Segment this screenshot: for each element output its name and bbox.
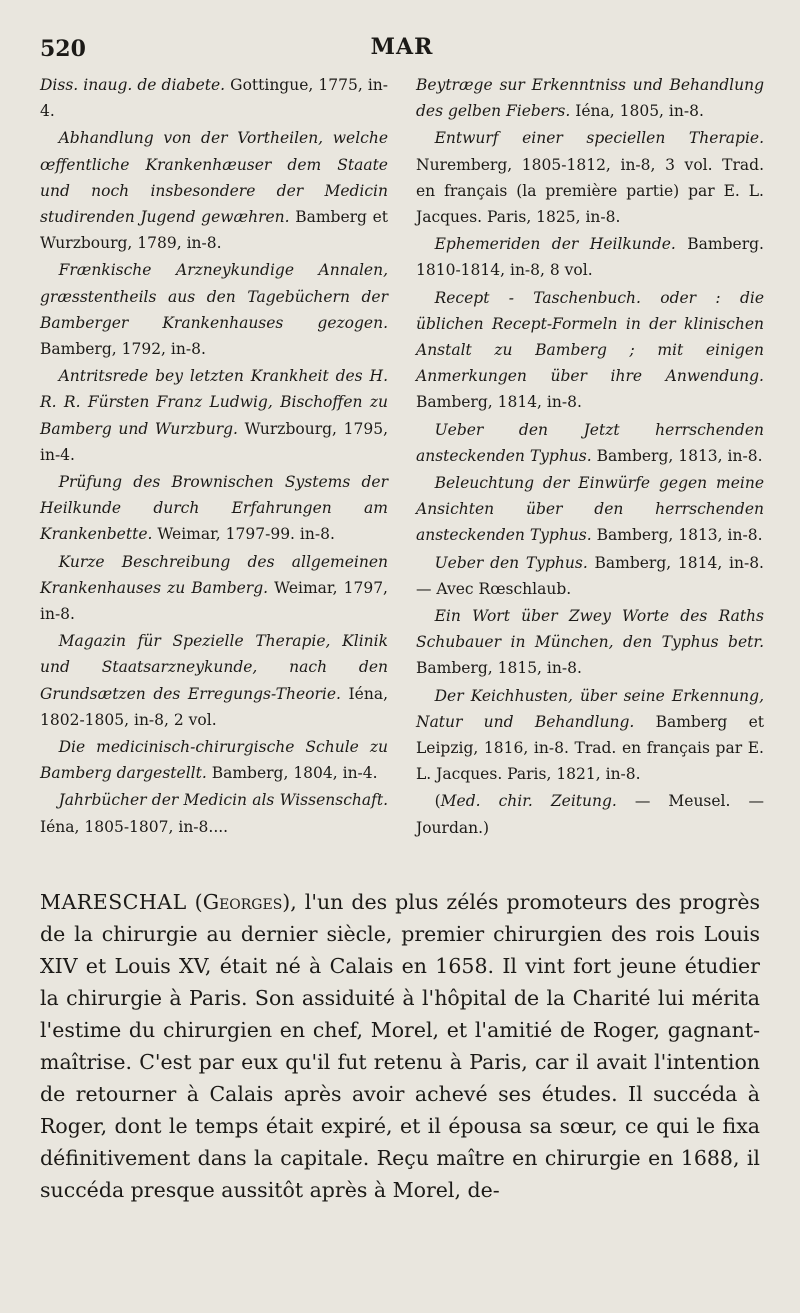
entry-title: Abhandlung von der Vortheilen, welche œffentliche Krankenhæuser dem Staate und noch insbesondere der Medicin studirenden Jugend gewæhren. bbox=[40, 129, 388, 227]
entry-title: Entwurf einer speciellen Therapie. bbox=[434, 129, 764, 148]
page-number: 520 bbox=[40, 36, 86, 62]
bibliography-entry bbox=[416, 125, 764, 230]
entry-imprint: Bamberg. 1810-1814, in-8, 8 vol. bbox=[416, 235, 764, 280]
entry-imprint: Bamberg, 1814, in-8. — Avec Rœschlaub. bbox=[416, 553, 764, 598]
entry-imprint: — Meusel. — Jourdan.) bbox=[416, 792, 764, 837]
entry-imprint: Bamberg, 1814, in-8. bbox=[416, 393, 582, 412]
entry-imprint: Bamberg et Leipzig, 1816, in-8. Trad. en français par E. L. Jacques. Paris, 1821, in-8. bbox=[416, 712, 764, 784]
biography-given-name: Georges bbox=[202, 889, 283, 914]
bibliography-columns bbox=[40, 72, 764, 842]
bibliography-entry bbox=[40, 628, 388, 733]
biography-paragraph: MARESCHAL (Georges), l'un des plus zélés promoteurs des progrès de la chirurgie au dernier siècle, premier chirurgien des rois Louis XIV et Louis XV, était né à Calais en 1658. Il vint fort jeune étudier la chirurgie à Paris. Son assiduité à l'hôpital de la Charité lui mérita l'estime du chirurgien en chef, Morel, et l'amitié de Roger, gagnant-maîtrise. C'est par eux qu'il fut retenu à Paris, car il avait l'intention de retourner à Calais après avoir achevé ses études. Il succéda à Roger, dont le temps était expiré, et il épousa sa sœur, ce qui le fixa définitivement dans la capitale. Reçu maître en chirurgie en 1688, il succéda presque aussitôt après à Morel, de- bbox=[40, 889, 760, 1202]
entry-imprint: Wurzbourg, 1795, in-4. bbox=[40, 419, 388, 464]
entry-title: Beleuchtung der Einwürfe gegen meine Ansichten über den herrschenden ansteckenden Typhus. bbox=[416, 474, 764, 545]
bibliography-entry bbox=[416, 470, 764, 549]
entry-imprint: Gottingue, 1775, in-4. bbox=[40, 76, 389, 121]
entry-title: Magazin für Spezielle Therapie, Klinik und Staatsarzneykunde, nach den Grundsætzen des Erregungs-Theorie. bbox=[40, 632, 388, 703]
bibliography-entry bbox=[40, 469, 388, 548]
entry-imprint: Bamberg, 1813, in-8. bbox=[591, 446, 763, 465]
running-head: MAR bbox=[370, 34, 434, 60]
bibliography-entry bbox=[40, 363, 388, 468]
left-column bbox=[40, 72, 388, 842]
entry-title: Antritsrede bey letzten Krankheit des H. R. R. Fürsten Franz Ludwig, Bischoffen zu Bamberg und Wurzburg. bbox=[40, 367, 388, 438]
entry-title: Jahrbücher der Medicin als Wissenschaft. bbox=[58, 791, 388, 810]
bibliography-entry bbox=[40, 257, 388, 362]
entry-imprint: Nuremberg, 1805-1812, in-8, 3 vol. Trad. en français (la première partie) par E. L. Jacques. Paris, 1825, in-8. bbox=[416, 155, 764, 227]
entry-imprint: Bamberg, 1804, in-4. bbox=[206, 764, 378, 783]
biography-name: MARESCHAL bbox=[40, 889, 187, 914]
bibliography-entry bbox=[416, 285, 764, 416]
entry-imprint: Bamberg, 1813, in-8. bbox=[591, 526, 763, 545]
bibliography-entry bbox=[40, 125, 388, 256]
bibliography-entry bbox=[416, 683, 764, 788]
entry-title: Frænkische Arzneykundige Annalen, græsstentheils aus den Tagebüchern der Bamberger Krankenhauses gezogen. bbox=[40, 261, 388, 332]
bibliography-entry bbox=[416, 231, 764, 283]
bibliography-entry bbox=[40, 549, 388, 628]
bibliography-entry bbox=[40, 72, 388, 124]
entry-imprint: Weimar, 1797-99. in-8. bbox=[152, 525, 335, 544]
entry-title: Med. chir. Zeitung. bbox=[440, 792, 617, 811]
bibliography-entry bbox=[416, 417, 764, 469]
bibliography-entry bbox=[416, 72, 764, 124]
entry-title: Ein Wort über Zwey Worte des Raths Schubauer in München, den Typhus betr. bbox=[416, 607, 764, 652]
right-column bbox=[416, 72, 764, 842]
entry-title: Diss. inaug. de diabete. bbox=[40, 76, 226, 94]
bibliography-entry bbox=[416, 603, 764, 682]
bibliography-entry bbox=[416, 788, 764, 840]
section-gap bbox=[40, 842, 764, 886]
entry-title: Kurze Beschreibung des allgemeinen Krankenhauses zu Bamberg. bbox=[40, 552, 388, 597]
entry-title: Der Keichhusten, über seine Erkennung, Natur und Behandlung. bbox=[416, 686, 764, 731]
entry-title: Recept - Taschenbuch. oder : die üblichen Recept-Formeln in der klinischen Anstalt zu Bamberg ; mit einigen Anmerkungen über ihre Anwendung. bbox=[416, 288, 764, 386]
biography-text: , l'un des plus zélés promoteurs des progrès de la chirurgie au dernier siècle, premier chirurgien des rois Louis XIV et Louis XV, était né à Calais en 1658. Il vint fort jeune étudier la chirurgie à Paris. Son assiduité à l'hôpital de la Charité lui mérita l'estime du chirurgien en chef, Morel, et l'amitié de Roger, gagnant-maîtrise. C'est par eux qu'il fut retenu à Paris, car il avait l'intention de retourner à Calais après avoir achevé ses études. Il succéda à Roger, dont le temps était expiré, et il épousa sa sœur, ce qui le fixa définitivement dans la capitale. Reçu maître en chirurgie en 1688, il succéda presque aussitôt après à Morel, de- bbox=[40, 889, 760, 1202]
entry-title: Ueber den Jetzt herrschenden ansteckenden Typhus. bbox=[416, 420, 764, 465]
entry-imprint: Bamberg, 1792, in-8. bbox=[40, 340, 206, 359]
bibliography-entry bbox=[40, 734, 388, 786]
bibliography-entry bbox=[40, 787, 388, 839]
entry-title: Prüfung des Brownischen Systems der Heilkunde durch Erfahrungen am Krankenbette. bbox=[40, 473, 388, 544]
entry-title: Beytræge sur Erkenntniss und Behandlung des gelben Fiebers. bbox=[416, 76, 764, 121]
entry-imprint: Iéna, 1805, in-8. bbox=[570, 102, 704, 121]
entry-imprint: Iéna, 1805-1807, in-8.... bbox=[40, 817, 229, 836]
entry-imprint: Bamberg et Wurzbourg, 1789, in-8. bbox=[40, 208, 388, 253]
entry-title: Ephemeriden der Heilkunde. bbox=[434, 235, 676, 254]
entry-imprint: Iéna, 1802-1805, in-8, 2 vol. bbox=[40, 684, 388, 729]
entry-imprint: Bamberg, 1815, in-8. bbox=[416, 659, 582, 678]
bibliography-entry bbox=[416, 550, 764, 602]
entry-title: Ueber den Typhus. bbox=[434, 553, 588, 572]
entry-title: Die medicinisch-chirurgische Schule zu Bamberg dargestellt. bbox=[40, 738, 388, 783]
entry-imprint: Weimar, 1797, in-8. bbox=[40, 578, 388, 624]
page-header bbox=[40, 30, 764, 72]
entry-imprint: ( bbox=[434, 792, 441, 811]
